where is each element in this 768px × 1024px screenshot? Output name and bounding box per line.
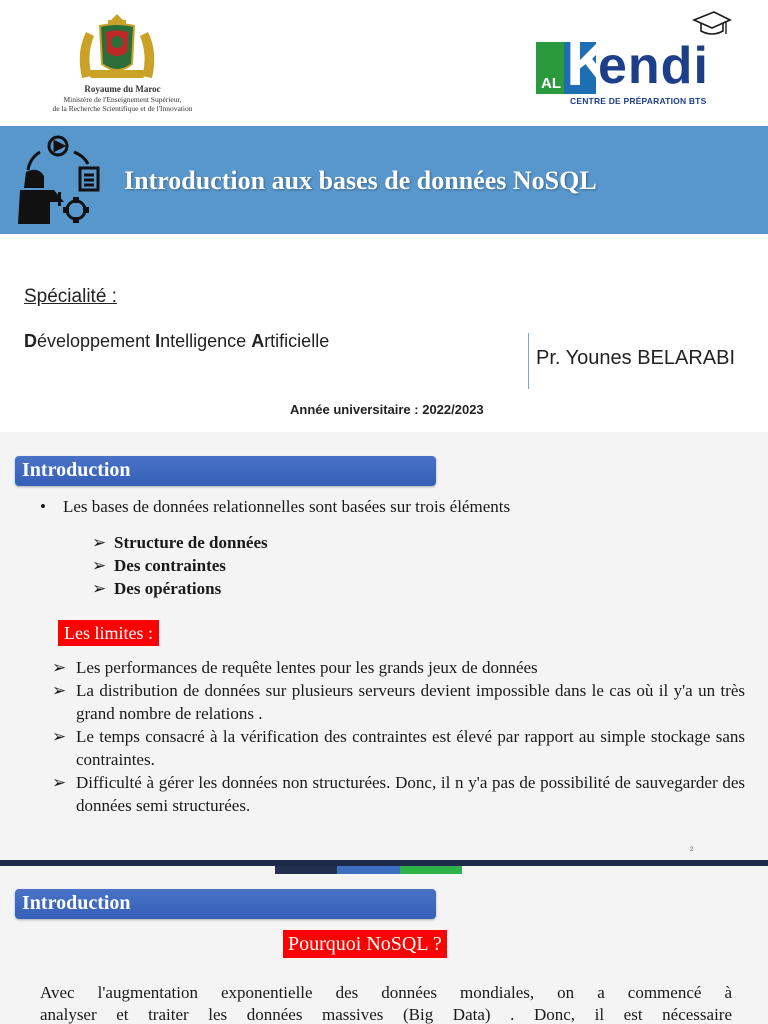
list-item: ➢ Des contraintes: [92, 556, 226, 575]
slide-separator: [0, 866, 768, 874]
divider: [528, 333, 529, 389]
professor-name: Pr. Younes BELARABI: [536, 347, 736, 369]
alkendi-logo: [534, 6, 744, 110]
body-paragraph: [40, 982, 732, 1024]
section-header-label: Introduction: [22, 892, 131, 914]
specialite-label: Spécialité :: [24, 286, 117, 307]
list-item: ➢ Des opérations: [92, 579, 222, 598]
paragraph-line: Avec l'augmentation exponentielle des données mondiales, on a commencé à: [40, 983, 732, 1002]
logo-k: K: [566, 25, 614, 99]
page-number: 2: [690, 847, 694, 853]
section-header: [15, 889, 436, 919]
list-item: ➢ Le temps consacré à la vérification des contraintes est élevé par rapport au simple stockage sans contraintes.: [52, 727, 745, 769]
list-item: ➢ Difficulté à gérer les données non structurées. Donc, il n y'a pas de possibilité de sauvegarder des données semi structurées.: [52, 773, 745, 815]
section-header-label: Introduction: [22, 459, 131, 481]
ministry-caption: [20, 84, 225, 113]
paragraph-line: analyser et traiter les données massives (Big Data) . Donc, il est nécessaire: [40, 1005, 732, 1024]
academic-year: Année universitaire : 2022/2023: [290, 402, 484, 417]
pourquoi-label: Pourquoi NoSQL ?: [283, 930, 447, 958]
section-header: [15, 456, 436, 486]
logo-endi: endi: [598, 37, 709, 95]
learning-gear-person-icon: [10, 132, 106, 228]
elements-list: [92, 531, 268, 600]
title-banner: [0, 126, 768, 234]
kingdom-label: Royaume du Maroc: [84, 84, 161, 94]
introduction-slide: [0, 432, 768, 860]
ministry-line: Ministère de l'Enseignement Supérieur,: [63, 95, 182, 104]
list-item: ➢ La distribution de données sur plusieurs serveurs devient impossible dans le cas où il y'a un très grand nombre de relations .: [52, 681, 745, 723]
presentation-title: Introduction aux bases de données NoSQL: [124, 166, 597, 195]
list-item: ➢ Structure de données: [92, 533, 268, 552]
specialite-value: Développement Intelligence Artificielle: [24, 331, 330, 351]
introduction-slide-2: [0, 874, 768, 1024]
limits-list: [52, 656, 745, 817]
ministry-line: de la Recherche Scientifique et de l'Innovation: [52, 104, 193, 113]
limits-label: Les limites :: [58, 620, 159, 646]
title-slide: [0, 0, 768, 432]
logo-al: AL: [536, 42, 566, 94]
logo-subtitle: CENTRE DE PRÉPARATION BTS: [570, 96, 707, 106]
list-item: ➢ Les performances de requête lentes pour les grands jeux de données: [52, 658, 538, 677]
moroccan-emblem-icon: [72, 12, 162, 82]
bullet-item: • Les bases de données relationnelles sont basées sur trois éléments: [40, 497, 511, 516]
graduation-cap-icon: [692, 8, 732, 42]
